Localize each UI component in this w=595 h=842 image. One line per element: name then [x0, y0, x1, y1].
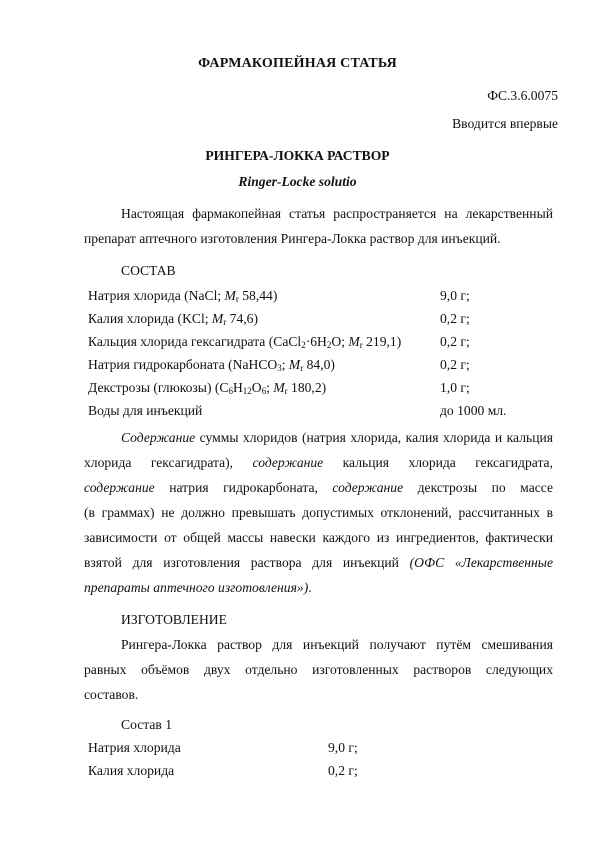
content-paragraph-line: (в граммах) не должно превышать допустимых отклонений, рассчитанных в — [84, 505, 553, 520]
document-code: ФС.3.6.0075 — [487, 88, 558, 103]
ingredient-amount: 0,2 г; — [440, 357, 470, 372]
content-paragraph-line: хлорида гексагидрата), содержание кальция хлорида гексагидрата, — [84, 455, 553, 470]
composition-heading: СОСТАВ — [121, 263, 176, 278]
composition-1-heading: Состав 1 — [121, 717, 172, 732]
ingredient-amount: 1,0 г; — [440, 380, 470, 395]
intro-paragraph-line: препарат аптечного изготовления Рингера-Локка раствор для инъекций. — [84, 231, 501, 246]
ingredient-name: Кальция хлорида гексагидрата ($CaCl_2\cdot 6H_2O$; $M_r$ 219,1) — [88, 334, 402, 350]
ingredient-amount: 9,0 г; — [440, 288, 470, 303]
ingredient-name: Калия хлорида (KCl; $M_r$ 74,6) — [88, 311, 258, 327]
ingredient-amount: до 1000 мл. — [440, 403, 507, 418]
content-paragraph-line: Содержание суммы хлоридов (натрия хлорида, калия хлорида и кальция — [121, 430, 553, 445]
composition-1-row — [88, 741, 388, 757]
content-paragraph-line: зависимости от общей массы навески каждого из ингредиентов, фактически — [84, 530, 553, 545]
ingredient-amount: 0,2 г; — [440, 311, 470, 326]
manufacture-paragraph-line: Рингера-Локка раствор для инъекций получают путём смешивания — [121, 637, 553, 652]
composition-row — [88, 358, 528, 374]
composition-row — [88, 404, 528, 420]
ingredient-name: Натрия гидрокарбоната (NaHCO$_3$; $M_r$ 84,0) — [88, 357, 335, 373]
manufacture-paragraph-line: составов. — [84, 687, 139, 702]
document-title: ФАРМАКОПЕЙНАЯ СТАТЬЯ — [198, 56, 397, 71]
intro-paragraph-line: Настоящая фармакопейная статья распространяется на лекарственный — [121, 206, 553, 221]
composition-row — [88, 289, 528, 305]
content-paragraph-line: содержание натрия гидрокарбоната, содержание декстрозы по массе — [84, 480, 553, 495]
content-paragraph-line: препараты аптечного изготовления»). — [84, 580, 312, 595]
ingredient-name: Воды для инъекций — [88, 403, 203, 418]
ingredient-name: Декстрозы (глюкозы) ($C_6H_{12}O_6$; $M_r$ 180,2) — [88, 380, 327, 396]
ingredient-name: Калия хлорида — [88, 763, 175, 778]
composition-1-row — [88, 764, 388, 780]
ingredient-name: Натрия хлорида — [88, 740, 181, 755]
ingredient-amount: 9,0 г; — [328, 740, 358, 755]
content-paragraph-line: взятой для изготовления раствора для инъекций (ОФС «Лекарственные — [84, 555, 553, 570]
latin-name: Ringer-Locke solutio — [238, 174, 357, 189]
composition-row — [88, 312, 528, 328]
composition-row — [88, 335, 528, 351]
composition-row — [88, 381, 528, 397]
manufacture-paragraph-line: равных объёмов двух отдельно изготовленных растворов следующих — [84, 662, 553, 677]
introduction-note: Вводится впервые — [452, 116, 558, 131]
ingredient-amount: 0,2 г; — [440, 334, 470, 349]
ingredient-amount: 0,2 г; — [328, 763, 358, 778]
monograph-title: РИНГЕРА-ЛОККА РАСТВОР — [205, 148, 390, 163]
ingredient-name: Натрия хлорида (NaCl; $M_r$ 58,44) — [88, 288, 278, 304]
manufacture-heading: ИЗГОТОВЛЕНИЕ — [121, 612, 227, 627]
